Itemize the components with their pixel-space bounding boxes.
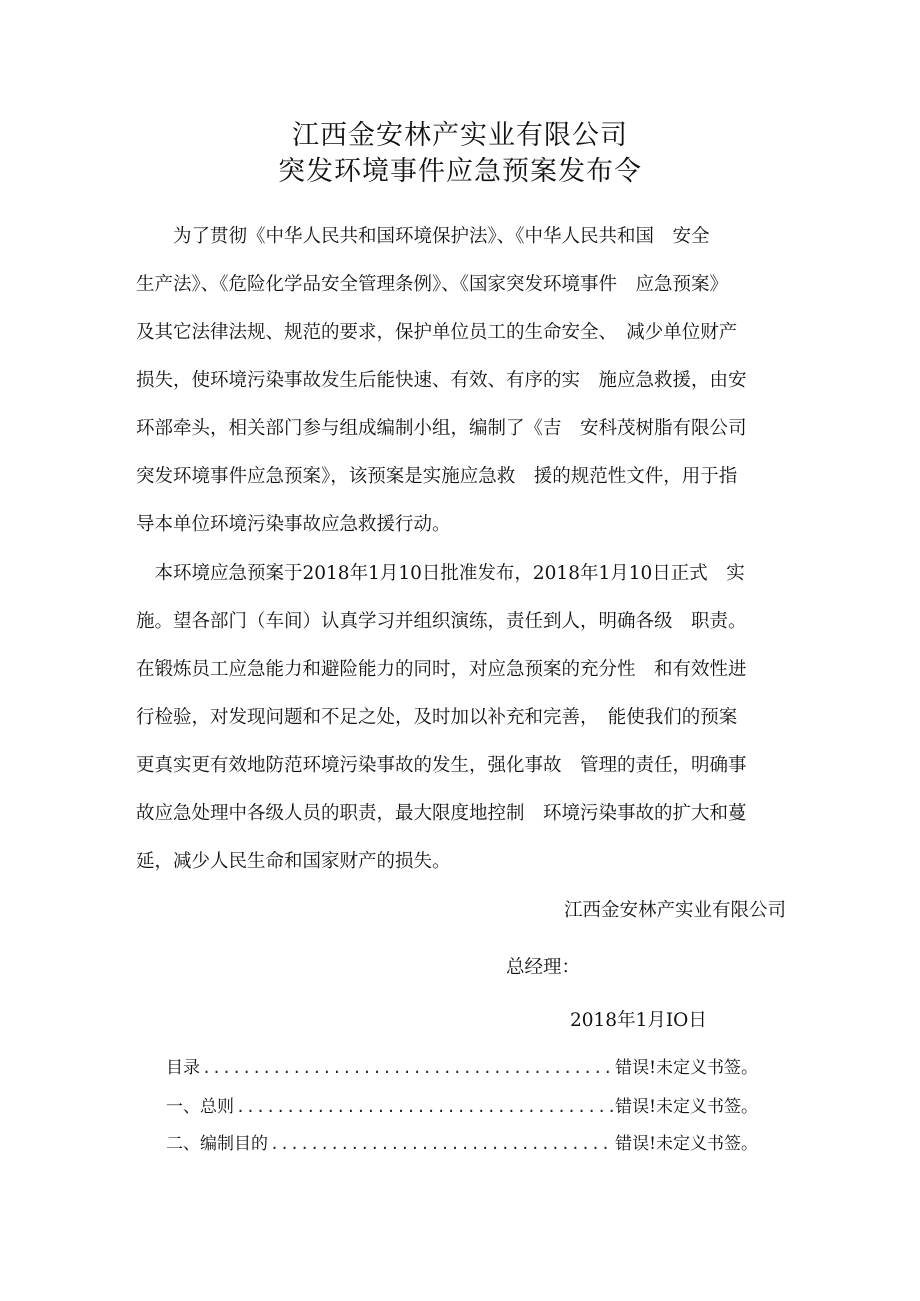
toc-entry-page: 错误!未定义书签。 [615,1097,758,1117]
toc-leader-dots [236,1095,613,1119]
document-title-subject: 突发环境事件应急预案发布令 [278,156,642,187]
document-title-company: 江西金安林产实业有限公司 [292,120,628,151]
toc-entry-contents[interactable] [166,1056,758,1080]
paragraph-line: 环部牵头，相关部门参与组成编制小组，编制了《吉 安科茂树脂有限公司 [136,418,747,439]
signature-company: 江西金安林产实业有限公司 [563,900,786,921]
toc-entry-purpose[interactable] [166,1132,758,1156]
paragraph-line: 行检验，对发现问题和不足之处，及时加以补充和完善， 能使我们的预案 [136,707,738,728]
signature-date: 2018年1月IO日 [570,1010,707,1031]
paragraph-line: 在锻炼员工应急能力和避险能力的同时，对应急预案的充分性 和有效性进 [136,659,747,680]
toc-leader-dots [270,1132,613,1156]
paragraph-line: 及其它法律法规、规范的要求，保护单位员工的生命安全、 减少单位财产 [136,322,738,343]
toc-entry-general[interactable] [166,1095,758,1119]
paragraph-line: 损失，使环境污染事故发生后能快速、有效、有序的实 施应急救援，由安 [136,370,747,391]
toc-entry-page: 错误!未定义书签。 [615,1134,758,1154]
paragraph-line: 施。望各部门（车间）认真学习并组织演练，责任到人，明确各级 职责。 [136,611,747,632]
paragraph-line: 为了贯彻《中华人民共和国环境保护法》、《中华人民共和国 安全 [136,226,710,247]
toc-leader-dots [202,1056,613,1080]
toc-entry-label: 目录 [166,1058,200,1078]
toc-entry-label: 一、总则 [166,1097,234,1117]
signature-manager-label: 总经理： [506,957,581,978]
paragraph-line: 本环境应急预案于2018年1月10日批准发布，2018年1月10日正式 实 [136,563,745,584]
toc-entry-label: 二、编制目的 [166,1134,268,1154]
paragraph-line: 导本单位环境污染事故应急救援行动。 [136,514,451,535]
paragraph-line: 更真实更有效地防范环境污染事故的发生，强化事故 管理的责任，明确事 [136,755,747,776]
paragraph-line: 延，减少人民生命和国家财产的损失。 [136,851,451,872]
paragraph-line: 生产法》、《危险化学品安全管理条例》、《国家突发环境事件 应急预案》 [136,274,729,295]
paragraph-line: 故应急处理中各级人员的职责，最大限度地控制 环境污染事故的扩大和蔓 [136,803,747,824]
toc-entry-page: 错误!未定义书签。 [615,1058,758,1078]
paragraph-line: 突发环境事件应急预案》，该预案是实施应急救 援的规范性文件，用于指 [136,466,738,487]
